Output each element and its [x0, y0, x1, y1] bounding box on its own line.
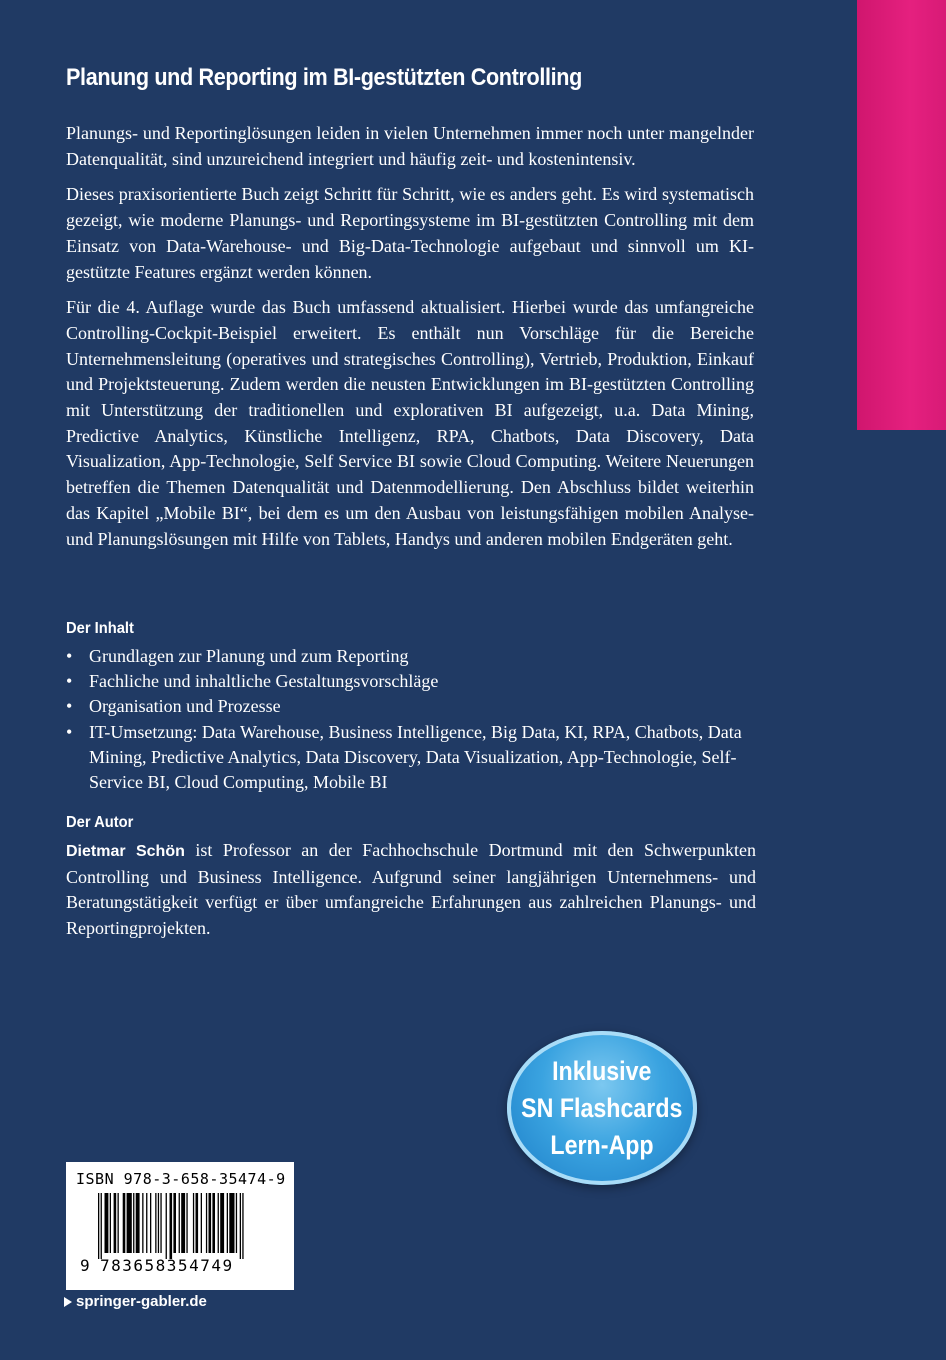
- list-item: • Fachliche und inhaltliche Gestaltungsvorschläge: [66, 669, 756, 694]
- list-item: • IT-Umsetzung: Data Warehouse, Business Intelligence, Big Data, KI, RPA, Chatbots, Data Mining, Predictive Analytics, Data Discovery, Data Visualization, App-Technologie, Self-Service BI, Cloud Computing, Mobile BI: [66, 721, 742, 793]
- barcode-bar: [146, 1193, 147, 1253]
- barcode-bars: [98, 1193, 278, 1263]
- paragraph-1: Planungs- und Reportinglösungen leiden in vielen Unternehmen immer noch unter mangelnder Datenqualität, sind unzureichend integriert und häufig zeit- und kostenintensiv.: [66, 123, 754, 169]
- barcode-bar: [98, 1193, 99, 1259]
- barcode-bar: [220, 1193, 224, 1253]
- bullet-icon: •: [66, 671, 73, 692]
- barcode-bar: [209, 1193, 212, 1253]
- barcode-bar: [127, 1193, 132, 1253]
- barcode-bar: [166, 1193, 167, 1259]
- barcode-bar: [105, 1193, 109, 1253]
- website-link[interactable]: [64, 1293, 207, 1310]
- barcode-bar: [118, 1193, 119, 1253]
- barcode-bar: [155, 1193, 156, 1253]
- description: [66, 121, 754, 562]
- barcode-bar: [110, 1193, 111, 1253]
- badge-line-1: Inklusive: [552, 1055, 652, 1086]
- barcode-digits: 783658354749: [100, 1256, 234, 1275]
- barcode-bar: [236, 1193, 237, 1253]
- bullet-icon: •: [66, 646, 73, 666]
- flashcards-badge: [507, 1031, 697, 1185]
- barcode-graphic: [98, 1193, 278, 1263]
- barcode-bar: [101, 1193, 102, 1259]
- bullet-icon: •: [66, 721, 73, 742]
- barcode-bar: [150, 1193, 151, 1253]
- barcode-bar: [218, 1193, 219, 1253]
- badge-line-2: SN Flashcards: [521, 1092, 683, 1123]
- arrow-right-icon: [64, 1297, 72, 1307]
- autor-text: [66, 838, 756, 942]
- barcode-bar: [196, 1193, 199, 1253]
- barcode-bar: [186, 1193, 187, 1253]
- barcode-bar: [212, 1193, 215, 1253]
- barcode-bar: [201, 1193, 202, 1253]
- barcode-bar: [206, 1193, 207, 1253]
- barcode-bar: [133, 1193, 134, 1253]
- barcode-bar: [227, 1193, 228, 1253]
- barcode-bar: [136, 1193, 140, 1253]
- paragraph-3: Für die 4. Auflage wurde das Buch umfassend aktualisiert. Hierbei wurde das umfangreiche Controlling-Cockpit-Beispiel erweitert. Es enthält nun Vorschläge für die Bereiche Unternehmensleitung (operatives und strategisches Controlling), Vertrieb, Produktion, Einkauf und Projektsteuerung. Zudem werden die neusten Entwicklungen im BI-gestützten Controlling mit Unterstützung der traditionellen und explorativen BI aufgezeigt, u.a. Data Mining, Predictive Analytics, Künstliche Intelligenz, RPA, Chatbots, Data Discovery, Data Visualization, App-Technologie, Self Service BI sowie Cloud Computing. Weitere Neuerungen betreffen die Themen Datenqualität und Datenmodellierung. Den Abschluss bildet weiterhin das Kapitel „Mobile BI“, bei dem es um den Ausbau von leistungsfähigen mobilen Analyse- und Planungslösungen mit Hilfe von Tablets, Handys und anderen mobilen Endgeräten geht.: [66, 297, 754, 549]
- inhalt-heading: Der Inhalt: [66, 620, 134, 637]
- website-url: springer-gabler.de: [76, 1293, 207, 1310]
- barcode-bar: [242, 1193, 243, 1259]
- barcode-bar: [160, 1193, 161, 1253]
- paragraph-2: Dieses praxisorientierte Buch zeigt Schritt für Schritt, wie es anders geht. Es wird systematisch gezeigt, wie moderne Planungs- und Reportingsysteme im BI-gestützten Controlling mit dem Einsatz von Data-Warehouse- und Big-Data-Technologie aufgebaut und sinnvoll um KI-gestützte Features ergänzt werden können.: [66, 184, 754, 282]
- inhalt-list: [66, 644, 756, 795]
- barcode-first-digit: 9: [80, 1256, 90, 1275]
- author-bio: ist Professor an der Fachhochschule Dortmund mit den Schwerpunkten Controlling und Business Intelligence. Aufgrund seiner langjährigen Unternehmens- und Beratungstätigkeit verfügt er über umfangreiche Erfahrungen aus zahlreichen Planungs- und Reportingprojekten.: [66, 840, 756, 939]
- author-name: Dietmar Schön: [66, 843, 185, 860]
- isbn-barcode: [66, 1162, 294, 1290]
- barcode-bar: [229, 1193, 234, 1253]
- barcode-bar: [158, 1193, 159, 1253]
- barcode-bar: [193, 1193, 194, 1253]
- bullet-icon: •: [66, 696, 73, 717]
- page-title: Planung und Reporting im BI-gestützten Controlling: [66, 64, 582, 91]
- barcode-bar: [173, 1193, 176, 1253]
- barcode-bar: [142, 1193, 143, 1253]
- barcode-bar: [179, 1193, 180, 1253]
- badge-line-3: Lern-App: [550, 1129, 654, 1160]
- barcode-bar: [240, 1193, 241, 1259]
- barcode-bar: [123, 1193, 126, 1253]
- pink-accent-bar: [857, 0, 946, 430]
- isbn-label: ISBN 978-3-658-35474-9: [76, 1170, 286, 1188]
- barcode-bar: [114, 1193, 117, 1253]
- autor-heading: Der Autor: [66, 814, 134, 831]
- list-item: • Organisation und Prozesse: [66, 694, 756, 719]
- list-item: • Grundlagen zur Planung und zum Reporting: [66, 644, 756, 669]
- barcode-bar: [181, 1193, 185, 1253]
- barcode-bar: [170, 1193, 173, 1259]
